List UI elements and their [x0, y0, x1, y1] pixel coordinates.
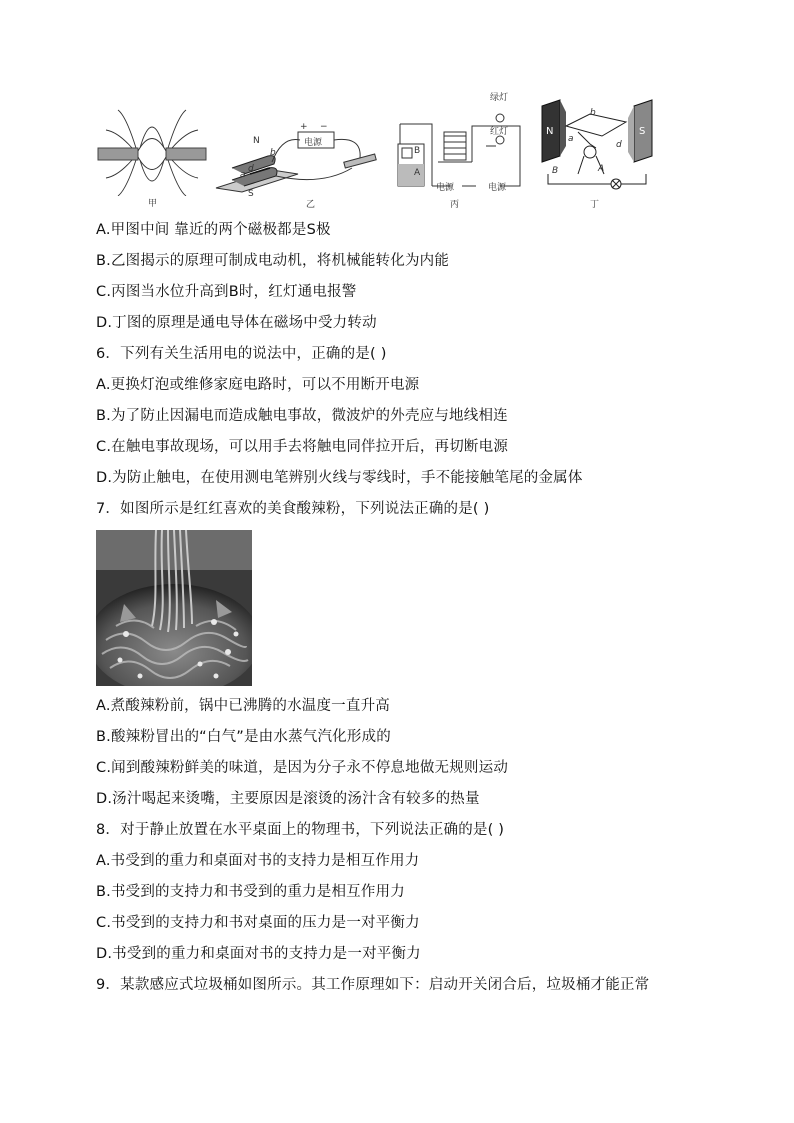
question-8-option-b: B.书受到的支持力和书受到的重力是相互作用力: [96, 884, 405, 900]
figure-ding: [538, 96, 656, 214]
label-b-coil: b: [590, 108, 596, 118]
question-8-option-c: C.书受到的支持力和书对桌面的压力是一对平衡力: [96, 915, 420, 931]
question-6-option-b: B.为了防止因漏电而造成触电事故，微波炉的外壳应与地线相连: [96, 408, 508, 424]
coil-magnet-diagram: [538, 96, 656, 196]
question-7-option-d: D.汤汁喝起来烫嘴，主要原因是滚烫的汤汁含有较多的热量: [96, 791, 480, 807]
question-7-option-a: A.煮酸辣粉前，锅中已沸腾的水温度一直升高: [96, 698, 390, 714]
caption-yi: 乙: [306, 200, 316, 210]
question-8-stem: 8．对于静止放置在水平桌面上的物理书，下列说法正确的是( ): [96, 822, 505, 838]
label-a-level: A: [414, 168, 421, 178]
question-5-option-a: A.甲图中间 靠近的两个磁极都是S极: [96, 222, 331, 238]
label-b: b: [270, 148, 276, 158]
noodle-photo: [96, 530, 252, 686]
question-5-option-d: D.丁图的原理是通电导体在磁场中受力转动: [96, 315, 377, 331]
power-label-1: 电源: [436, 183, 455, 193]
power-label: 电源: [304, 138, 323, 148]
question-7-stem: 7．如图所示是红红喜欢的美食酸辣粉，下列说法正确的是( ): [96, 501, 490, 517]
plus-label: +: [300, 122, 308, 132]
label-a-coil: a: [568, 134, 574, 144]
figure-row: [90, 93, 670, 216]
power-label-2: 电源: [488, 183, 507, 193]
question-5-option-c: C.丙图当水位升高到B时，红灯通电报警: [96, 284, 357, 300]
question-6-stem: 6．下列有关生活用电的说法中，正确的是( ): [96, 346, 387, 362]
question-7-option-b: B.酸辣粉冒出的“白气”是由水蒸气汽化形成的: [96, 729, 391, 745]
pole-n: N: [546, 126, 554, 137]
figure-jia: [96, 96, 208, 214]
magnet-field-diagram: [96, 96, 208, 196]
caption-ding: 丁: [590, 200, 600, 210]
label-a: a: [240, 170, 246, 180]
figure-bing: [392, 93, 524, 214]
figure-yi: [212, 96, 380, 214]
question-5-option-b: B.乙图揭示的原理可制成电动机，将机械能转化为内能: [96, 253, 450, 269]
label-b-level: B: [414, 146, 421, 156]
question-7-option-c: C.闻到酸辣粉鲜美的味道，是因为分子永不停息地做无规则运动: [96, 760, 509, 776]
question-8-option-a: A.书受到的重力和桌面对书的支持力是相互作用力: [96, 853, 420, 869]
question-9-stem: 9．某款感应式垃圾桶如图所示。其工作原理如下：启动开关闭合后，垃圾桶才能正常: [96, 977, 650, 993]
question-8-option-d: D.书受到的重力和桌面对书的支持力是一对平衡力: [96, 946, 421, 962]
label-d-coil: d: [616, 140, 622, 150]
label-d: d: [248, 164, 254, 174]
caption-jia: 甲: [148, 199, 158, 209]
label-s: S: [248, 189, 254, 199]
minus-label: −: [320, 122, 328, 132]
question-6-option-a: A.更换灯泡或维修家庭电路时，可以不用断开电源: [96, 377, 420, 393]
green-lamp-label: 绿灯: [490, 93, 509, 103]
pole-s: S: [639, 126, 646, 137]
question-6-option-d: D.为防止触电，在使用测电笔辨别火线与零线时，手不能接触笔尾的金属体: [96, 470, 583, 486]
red-lamp-label: 红灯: [490, 127, 509, 137]
question-6-option-c: C.在触电事故现场，可以用手去将触电同伴拉开后，再切断电源: [96, 439, 509, 455]
generator-diagram: [212, 96, 380, 196]
label-n: N: [253, 136, 260, 146]
caption-bing: 丙: [450, 200, 460, 210]
label-brush-a: A: [598, 164, 605, 174]
label-brush-b: B: [552, 166, 559, 176]
